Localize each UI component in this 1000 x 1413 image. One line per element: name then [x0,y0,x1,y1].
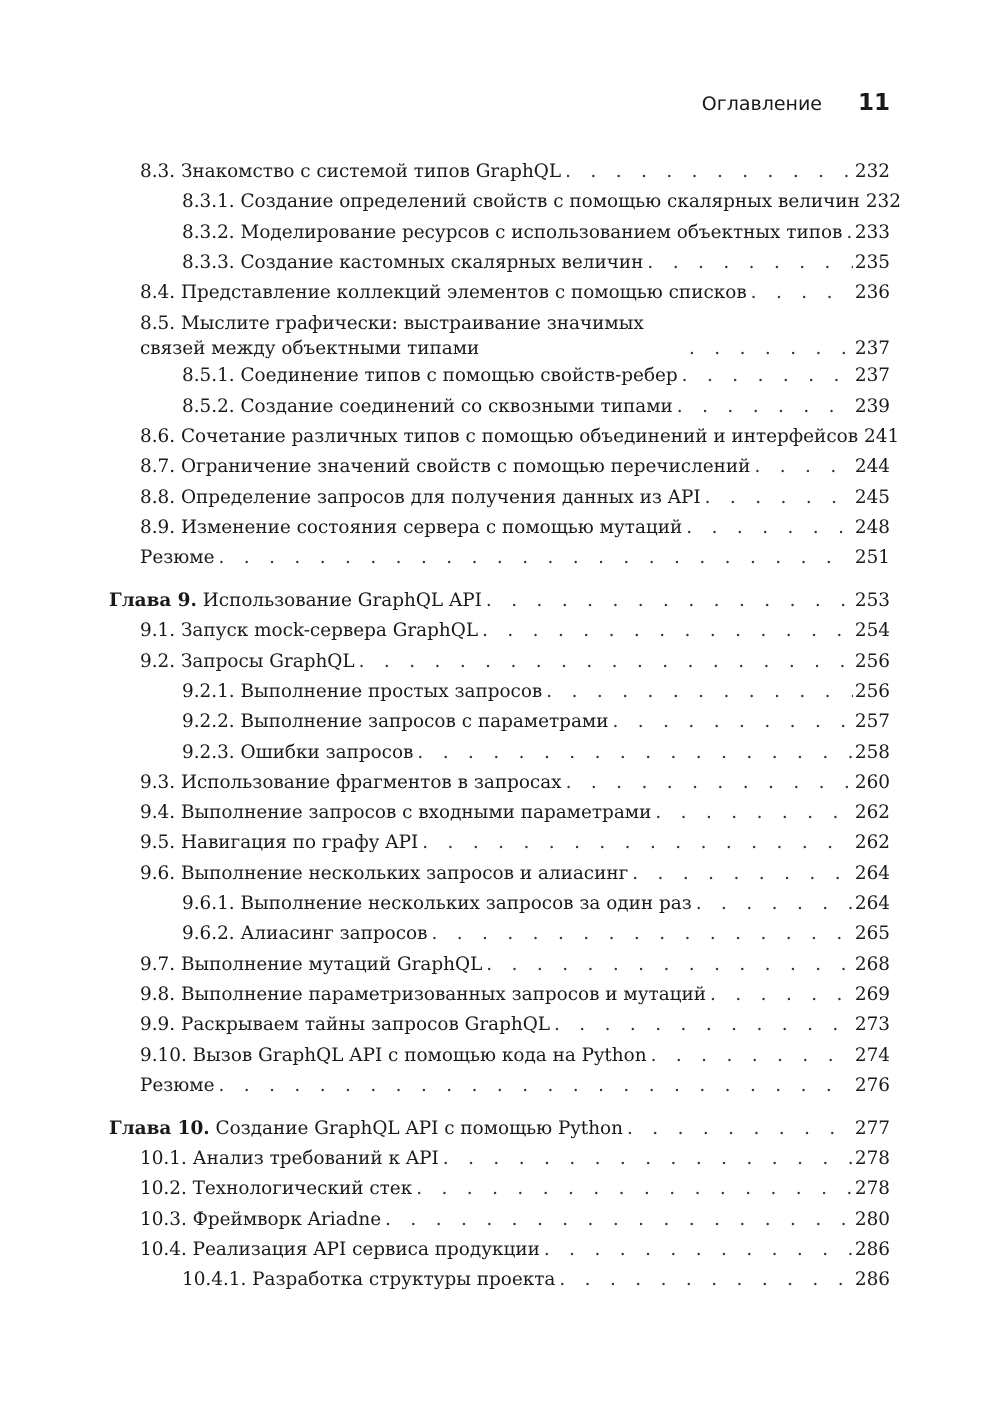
toc-entry-title: 10.3. Фреймворк Ariadne [140,1208,382,1230]
running-head-section: Оглавление [701,93,822,115]
toc-entry-title: 8.3. Знакомство с системой типов GraphQL [140,161,562,182]
toc-entry-page: 256 [854,680,890,702]
toc-entry-title: 8.5. Мыслите графически: выстраивание значимых связей между объектными типами [140,313,644,360]
toc-entry-title: 9.2.3. Ошибки запросов [182,741,414,763]
toc-entry-page: 253 [854,590,890,612]
toc-entry-page: 268 [854,953,890,975]
toc-entry [109,768,890,798]
toc-entry-title: 8.5.1. Соединение типов с помощью свойств-ребер [182,365,678,387]
toc-entry [109,543,890,573]
toc-entry-page: 245 [854,486,890,508]
dot-leader [482,586,853,616]
toc-entry-title: 9.6.2. Алиасинг запросов [182,923,428,945]
dot-leader [381,1205,853,1235]
toc-entry-title: Резюме [140,547,215,569]
toc-entry [109,278,890,308]
dot-leader [678,361,853,391]
toc-entry-page: 286 [854,1269,890,1291]
toc-entry [109,392,890,422]
toc-entry [109,513,890,543]
toc-entry [109,1205,890,1235]
toc-entry-page: 269 [854,983,890,1005]
toc-entry [109,889,890,919]
dot-leader [562,768,853,798]
toc-entry-title: 9.1. Запуск mock-сервера GraphQL [140,620,479,642]
chapter-title: Использование GraphQL API [202,590,482,612]
toc-entry-title: 8.5.2. Создание соединений со сквозными типами [182,395,673,417]
dot-leader [701,483,853,513]
toc-entry [109,187,901,217]
toc-chapter-entry [109,586,890,616]
toc-entry [109,218,890,248]
toc-entry-page: 241 [864,426,900,448]
toc-entry-page: 257 [854,711,890,733]
toc-entry-page: 274 [854,1044,890,1066]
toc-entry-title: 9.9. Раскрываем тайны запросов GraphQL [140,1014,550,1036]
toc-entry-title: 10.4.1. Разработка структуры проекта [182,1269,556,1291]
toc-entry-title: 9.7. Выполнение мутаций GraphQL [140,953,483,975]
dot-leader [427,919,852,949]
toc-entry-page: 273 [854,1014,890,1036]
toc-entry-page: 278 [854,1178,890,1200]
toc-entry [109,1265,890,1295]
toc-entry-page: 256 [854,650,890,672]
toc-entry [109,677,890,707]
toc-entry-page: 277 [854,1117,890,1139]
toc-entry-title: 9.3. Использование фрагментов в запросах [140,771,562,793]
toc-entry [109,616,890,646]
toc-entry-title [109,1114,623,1144]
toc-entry [109,361,890,391]
toc-entry-page: 239 [854,395,890,417]
toc-entry-page: 278 [854,1147,890,1169]
toc-entry-title: 10.2. Технологический стек [140,1178,413,1200]
toc-entry-title: 8.8. Определение запросов для получения данных из API [140,486,701,508]
toc-entry-page: 262 [854,832,890,854]
toc-entry-title: 10.1. Анализ требований к API [140,1147,439,1169]
toc-entry [109,828,890,858]
toc-entry-page: 236 [854,282,890,304]
dot-leader [842,218,853,248]
toc-entry-title: 9.2.1. Выполнение простых запросов [182,680,543,702]
toc-entry [109,1010,890,1040]
dot-leader [647,1041,853,1071]
toc-entry-title: 10.4. Реализация API сервиса продукции [140,1238,540,1260]
dot-leader [673,392,853,422]
toc-entry [109,308,890,361]
toc-entry-title: 9.6.1. Выполнение нескольких запросов за один раз [182,893,692,915]
dot-leader [608,707,852,737]
toc-entry [109,248,890,278]
toc-entry-page: 276 [854,1074,890,1096]
toc-entry [109,738,890,768]
dot-leader [540,1235,853,1265]
toc-entry [109,707,890,737]
toc-entry-title: 9.8. Выполнение параметризованных запросов и мутаций [140,983,707,1005]
toc-entry [109,859,890,889]
dot-leader [542,677,853,707]
toc-entry-page: 265 [854,923,890,945]
toc-entry-page: 260 [854,771,890,793]
toc-entry-title: 8.3.2. Моделирование ресурсов с использованием объектных типов [182,221,843,243]
toc-entry-page: 264 [854,862,890,884]
dot-leader [412,1174,853,1204]
dot-leader [413,738,852,768]
toc-entry-page: 254 [854,620,890,642]
dot-leader [623,1114,853,1144]
toc-entry [109,1235,890,1265]
toc-entry-page: 233 [854,221,890,243]
toc-entry-page: 232 [854,161,890,182]
toc-entry [109,1041,890,1071]
toc-entry-title: 8.6. Сочетание различных типов с помощью объединений и интерфейсов [140,426,859,448]
toc-entry-page: 262 [854,802,890,824]
toc-entry-page: 244 [854,456,890,478]
toc-entry [109,1144,890,1174]
toc-entry-title: 9.2. Запросы GraphQL [140,650,355,672]
dot-leader [628,859,853,889]
dot-leader [747,278,853,308]
toc-entry-title: 8.7. Ограничение значений свойств с помощью перечислений [140,456,751,478]
toc-chapter-entry [109,1114,890,1144]
toc-entry [109,1071,890,1101]
toc-entry [109,157,890,187]
dot-leader [561,157,853,187]
table-of-contents [109,157,901,1295]
toc-entry-page: 237 [854,365,890,387]
running-head [702,90,890,116]
dot-leader [651,798,853,828]
dot-leader [550,1010,853,1040]
chapter-label: Глава 9. [109,590,197,612]
dot-leader [418,828,853,858]
toc-entry-page: 280 [854,1208,890,1230]
toc-entry-title: 9.10. Вызов GraphQL API с помощью кода на Python [140,1044,647,1066]
chapter-label: Глава 10. [109,1117,210,1139]
toc-entry-title: 8.4. Представление коллекций элементов с помощью списков [140,282,747,304]
toc-entry-title: 9.4. Выполнение запросов с входными параметрами [140,802,652,824]
toc-entry-title: 9.5. Навигация по графу API [140,832,419,854]
dot-leader [706,980,853,1010]
toc-entry [109,798,890,828]
dot-leader [482,950,853,980]
toc-entry-title: 9.2.2. Выполнение запросов с параметрами [182,711,609,733]
dot-leader [355,647,853,677]
toc-entry [109,483,890,513]
toc-entry [109,1174,890,1204]
page-number: 11 [857,90,890,116]
toc-entry-page: 251 [854,547,890,569]
toc-entry-page: 286 [854,1238,890,1260]
toc-entry-title: Резюме [140,1074,215,1096]
toc-entry [109,422,900,452]
toc-entry-page: 232 [865,191,901,213]
toc-entry-page: 248 [854,516,890,538]
toc-entry-title: 8.3.3. Создание кастомных скалярных величин [182,251,644,273]
toc-entry-title: 9.6. Выполнение нескольких запросов и алиасинг [140,862,629,884]
toc-entry [109,950,890,980]
toc-entry-page: 235 [854,251,890,273]
dot-leader [692,889,853,919]
dot-leader [215,543,853,573]
dot-leader [478,616,853,646]
chapter-title: Создание GraphQL API с помощью Python [215,1117,623,1139]
dot-leader [555,1265,853,1295]
toc-entry-title [109,586,482,616]
toc-entry [109,452,890,482]
dot-leader [750,452,852,482]
toc-entry-page: 264 [854,893,890,915]
toc-entry-page: 237 [854,338,890,360]
toc-entry [109,919,890,949]
toc-entry-title: 8.9. Изменение состояния сервера с помощью мутаций [140,516,683,538]
dot-leader [685,336,853,361]
toc-entry-title: 8.3.1. Создание определений свойств с помощью скалярных величин [182,191,860,213]
toc-entry [109,647,890,677]
toc-entry-page: 258 [854,741,890,763]
toc-entry [109,980,890,1010]
dot-leader [215,1071,853,1101]
dot-leader [439,1144,853,1174]
dot-leader [643,248,852,278]
dot-leader [682,513,853,543]
